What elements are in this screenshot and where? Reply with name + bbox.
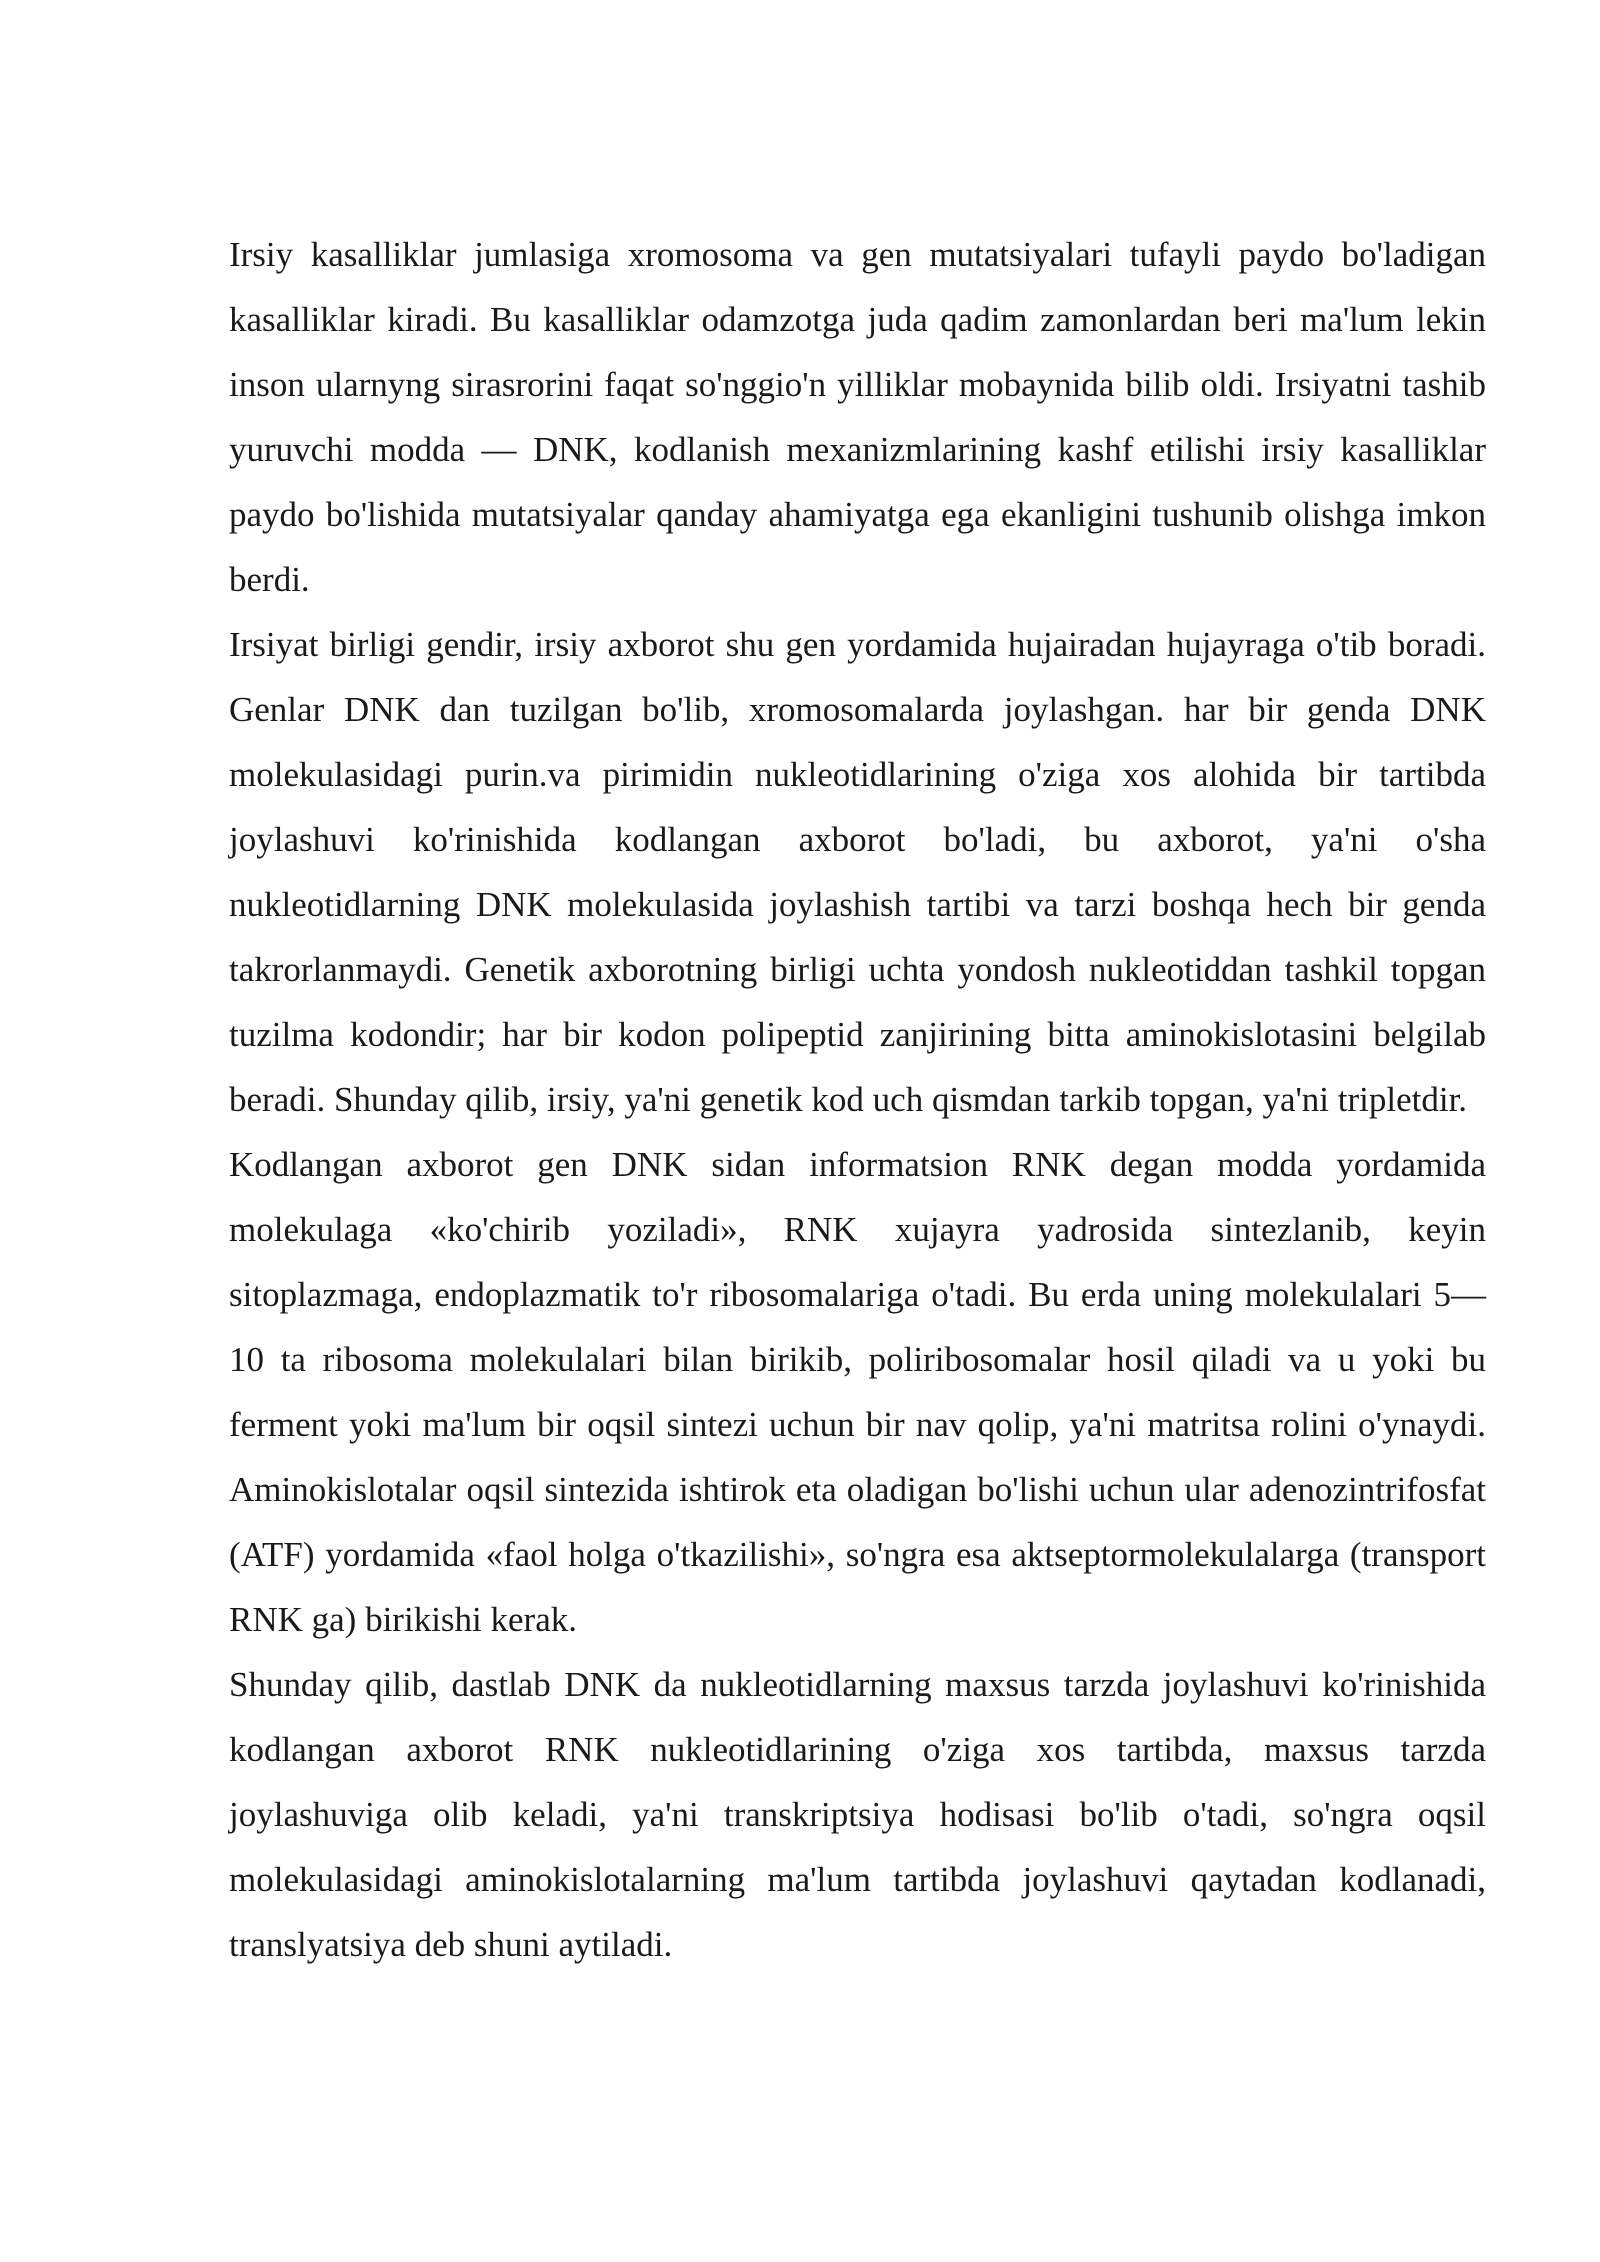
paragraph-3: Kodlangan axborot gen DNK sidan informatsion RNK degan modda yordamida molekulaga «ko'chirib yoziladi», RNK xujayra yadrosida sintezlanib, keyin sitoplazmaga, endoplazmatik to'r ribosomalariga o'tadi. Bu erda uning molekulalari 5—10 ta ribosoma molekulalari bilan birikib, poliribosomalar hosil qiladi va u yoki bu ferment yoki ma'lum bir oqsil sintezi uchun bir nav qolip, ya'ni matritsa rolini o'ynaydi. Aminokislotalar oqsil sintezida ishtirok eta oladigan bo'lishi uchun ular adenozintrifosfat (ATF) yordamida «faol holga o'tkazilishi», so'ngra esa aktseptormolekulalarga (transport RNK ga) birikishi kerak. <box>229 1145 1486 1639</box>
paragraph-1: Irsiy kasalliklar jumlasiga xromosoma va gen mutatsiyalari tufayli paydo bo'ladigan kasalliklar kiradi. Bu kasalliklar odamzotga juda qadim zamonlardan beri ma'lum lekin inson ularnyng sirasrorini faqat so'nggio'n yilliklar mobaynida bilib oldi. Irsiyatni tashib yuruvchi modda — DNK, kodlanish mexanizmlarining kashf etilishi irsiy kasalliklar paydo bo'lishida mutatsiyalar qanday ahamiyatga ega ekanligini tushunib olishga imkon berdi. <box>229 235 1486 599</box>
paragraph-4: Shunday qilib, dastlab DNK da nukleotidlarning maxsus tarzda joylashuvi ko'rinishida kodlangan axborot RNK nukleotidlarining o'ziga xos tartibda, maxsus tarzda joylashuviga olib keladi, ya'ni transkriptsiya hodisasi bo'lib o'tadi, so'ngra oqsil molekulasidagi aminokislotalarning ma'lum tartibda joylashuvi qaytadan kodlanadi, translyatsiya deb shuni aytiladi. <box>229 1665 1486 1964</box>
paragraph-2: Irsiyat birligi gendir, irsiy axborot shu gen yordamida hujairadan hujayraga o'tib boradi. Genlar DNK dan tuzilgan bo'lib, xromosomalarda joylashgan. har bir genda DNK molekulasidagi purin.va pirimidin nukleotidlarining o'ziga xos alohida bir tartibda joylashuvi ko'rinishida kodlangan axborot bo'ladi, bu axborot, ya'ni o'sha nukleotidlarning DNK molekulasida joylashish tartibi va tarzi boshqa hech bir genda takrorlanmaydi. Genetik axborotning birligi uchta yondosh nukleotiddan tashkil topgan tuzilma kodondir; har bir kodon polipeptid zanjirining bitta aminokislotasini belgilab beradi. Shunday qilib, irsiy, ya'ni genetik kod uch qismdan tarkib topgan, ya'ni tripletdir. <box>229 625 1486 1119</box>
document-page <box>229 222 1486 1977</box>
